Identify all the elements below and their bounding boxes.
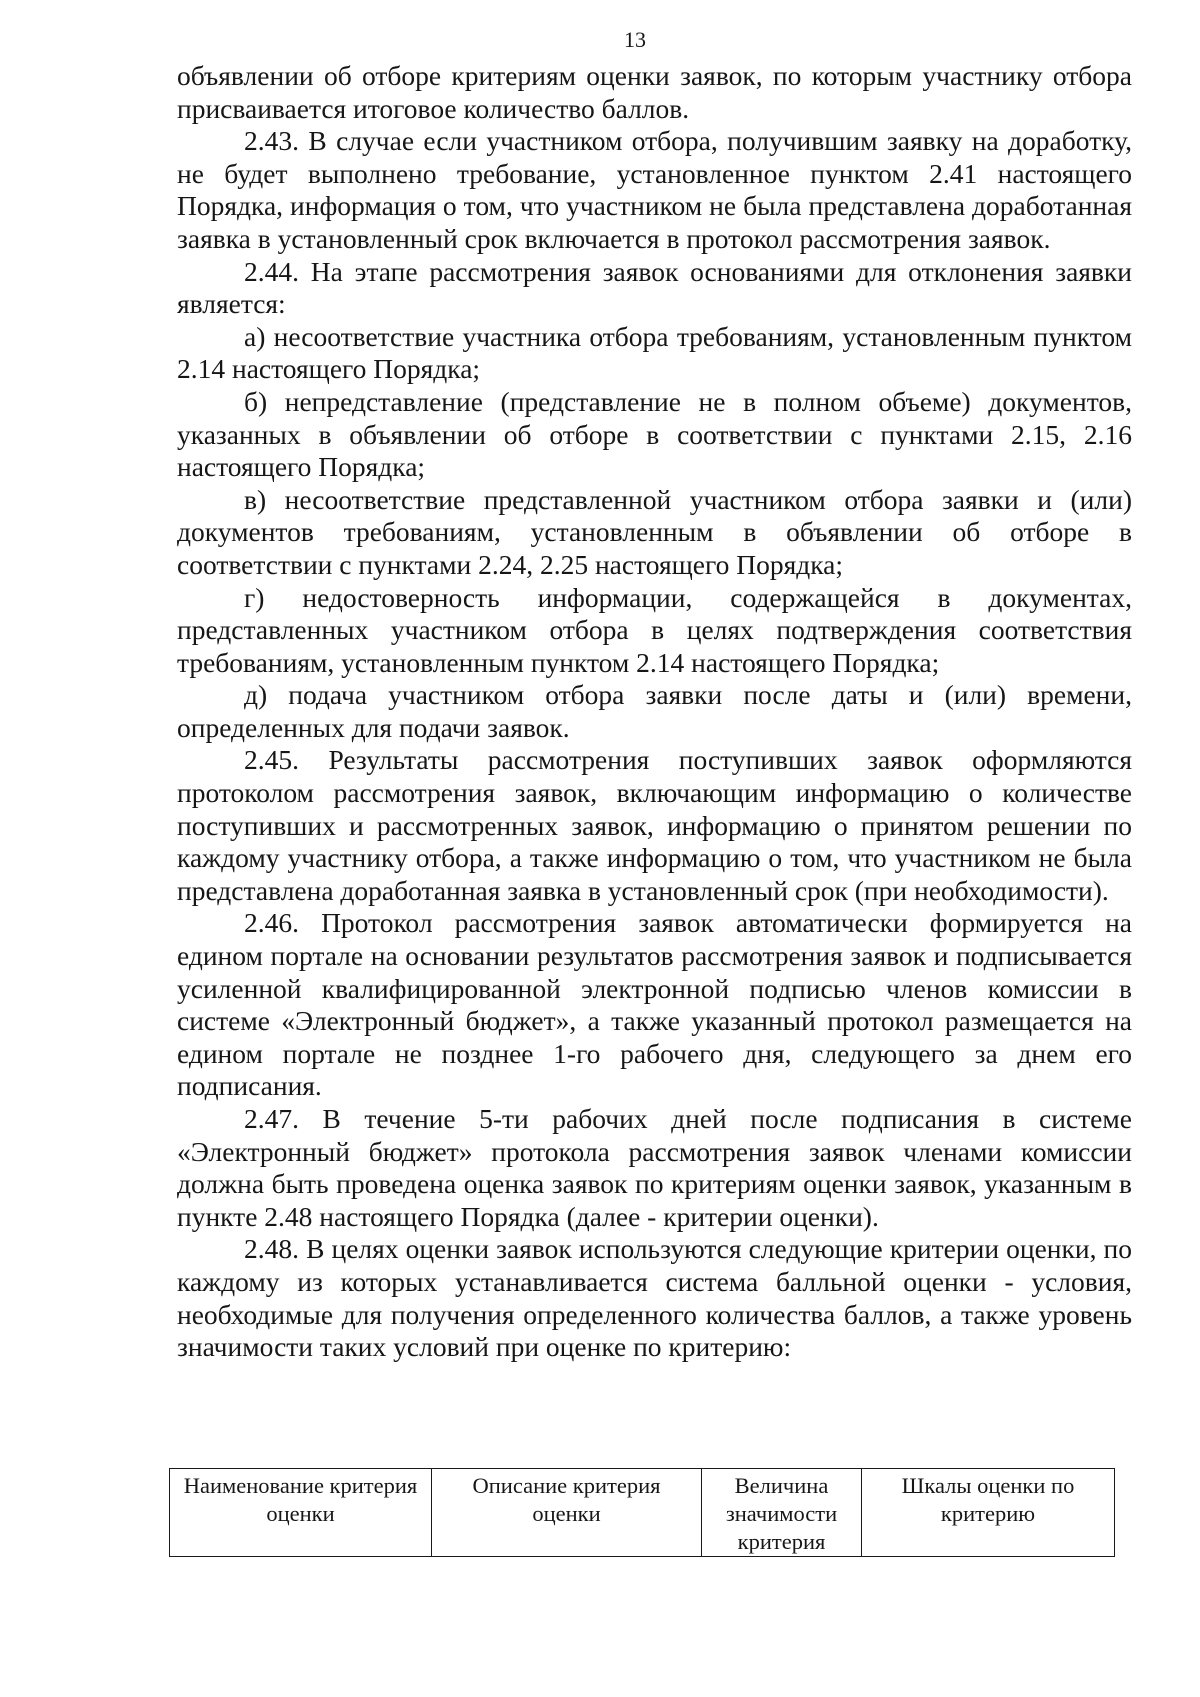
list-item-g: г) недостоверность информации, содержащейся в документах, представленных участником отбора в целях подтверждения соответствия требованиям, установленным пунктом 2.14 настоящего Порядка; [177, 581, 1132, 678]
list-item-d: д) подача участником отбора заявки после даты и (или) времени, определенных для подачи заявок. [177, 679, 1132, 743]
paragraph-2-43: 2.43. В случае если участником отбора, получившим заявку на доработку, не будет выполнено требование, установленное пунктом 2.41 настоящего Порядка, информация о том, что участником не была представлена доработанная заявка в установленный срок включается в протокол рассмотрения заявок. [177, 125, 1132, 254]
table-header-cell: Величина значимости критерия [702, 1469, 862, 1557]
table-header-cell: Наименование критерия оценки [170, 1469, 432, 1557]
paragraph-continuation: объявлении об отборе критериям оценки заявок, по которым участнику отбора присваивается итоговое количество баллов. [177, 60, 1132, 124]
table-header-cell: Описание критерия оценки [432, 1469, 702, 1557]
paragraph-2-48: 2.48. В целях оценки заявок используются следующие критерии оценки, по каждому из которых устанавливается система балльной оценки - условия, необходимые для получения определенного количества баллов, а также уровень значимости таких условий при оценке по критерию: [177, 1233, 1132, 1363]
paragraph-2-46: 2.46. Протокол рассмотрения заявок автоматически формируется на едином портале на основании результатов рассмотрения заявок и подписывается усиленной квалифицированной электронной подписью членов комиссии в системе «Электронный бюджет», а также указанный протокол размещается на едином портале не позднее 1-го рабочего дня, следующего за днем его подписания. [177, 907, 1132, 1102]
list-item-a: а) несоответствие участника отбора требованиям, установленным пунктом 2.14 настоящего Порядка; [177, 320, 1132, 385]
list-item-b: б) непредставление (представление не в полном объеме) документов, указанных в объявлении об отборе в соответствии с пунктами 2.15, 2.16 настоящего Порядка; [177, 385, 1132, 483]
table-header-row [170, 1469, 1115, 1557]
paragraph-2-44: 2.44. На этапе рассмотрения заявок основаниями для отклонения заявки является: [177, 255, 1132, 320]
table-header-cell: Шкалы оценки по критерию [862, 1469, 1115, 1557]
paragraph-2-47: 2.47. В течение 5-ти рабочих дней после подписания в системе «Электронный бюджет» протокола рассмотрения заявок членами комиссии должна быть проведена оценка заявок по критериям оценки заявок, указанным в пункте 2.48 настоящего Порядка (далее - критерии оценки). [177, 1103, 1132, 1232]
list-item-v: в) несоответствие представленной участником отбора заявки и (или) документов требованиям, установленным в объявлении об отборе в соответствии с пунктами 2.24, 2.25 настоящего Порядка; [177, 483, 1132, 580]
paragraph-2-45: 2.45. Результаты рассмотрения поступивших заявок оформляются протоколом рассмотрения заявок, включающим информацию о количестве поступивших и рассмотренных заявок, информацию о принятом решении по каждому участнику отбора, а также информацию о том, что участником не была представлена доработанная заявка в установленный срок (при необходимости). [177, 744, 1132, 906]
document-body [177, 60, 1132, 1364]
page-number: 13 [624, 27, 646, 52]
criteria-table [169, 1468, 1115, 1557]
